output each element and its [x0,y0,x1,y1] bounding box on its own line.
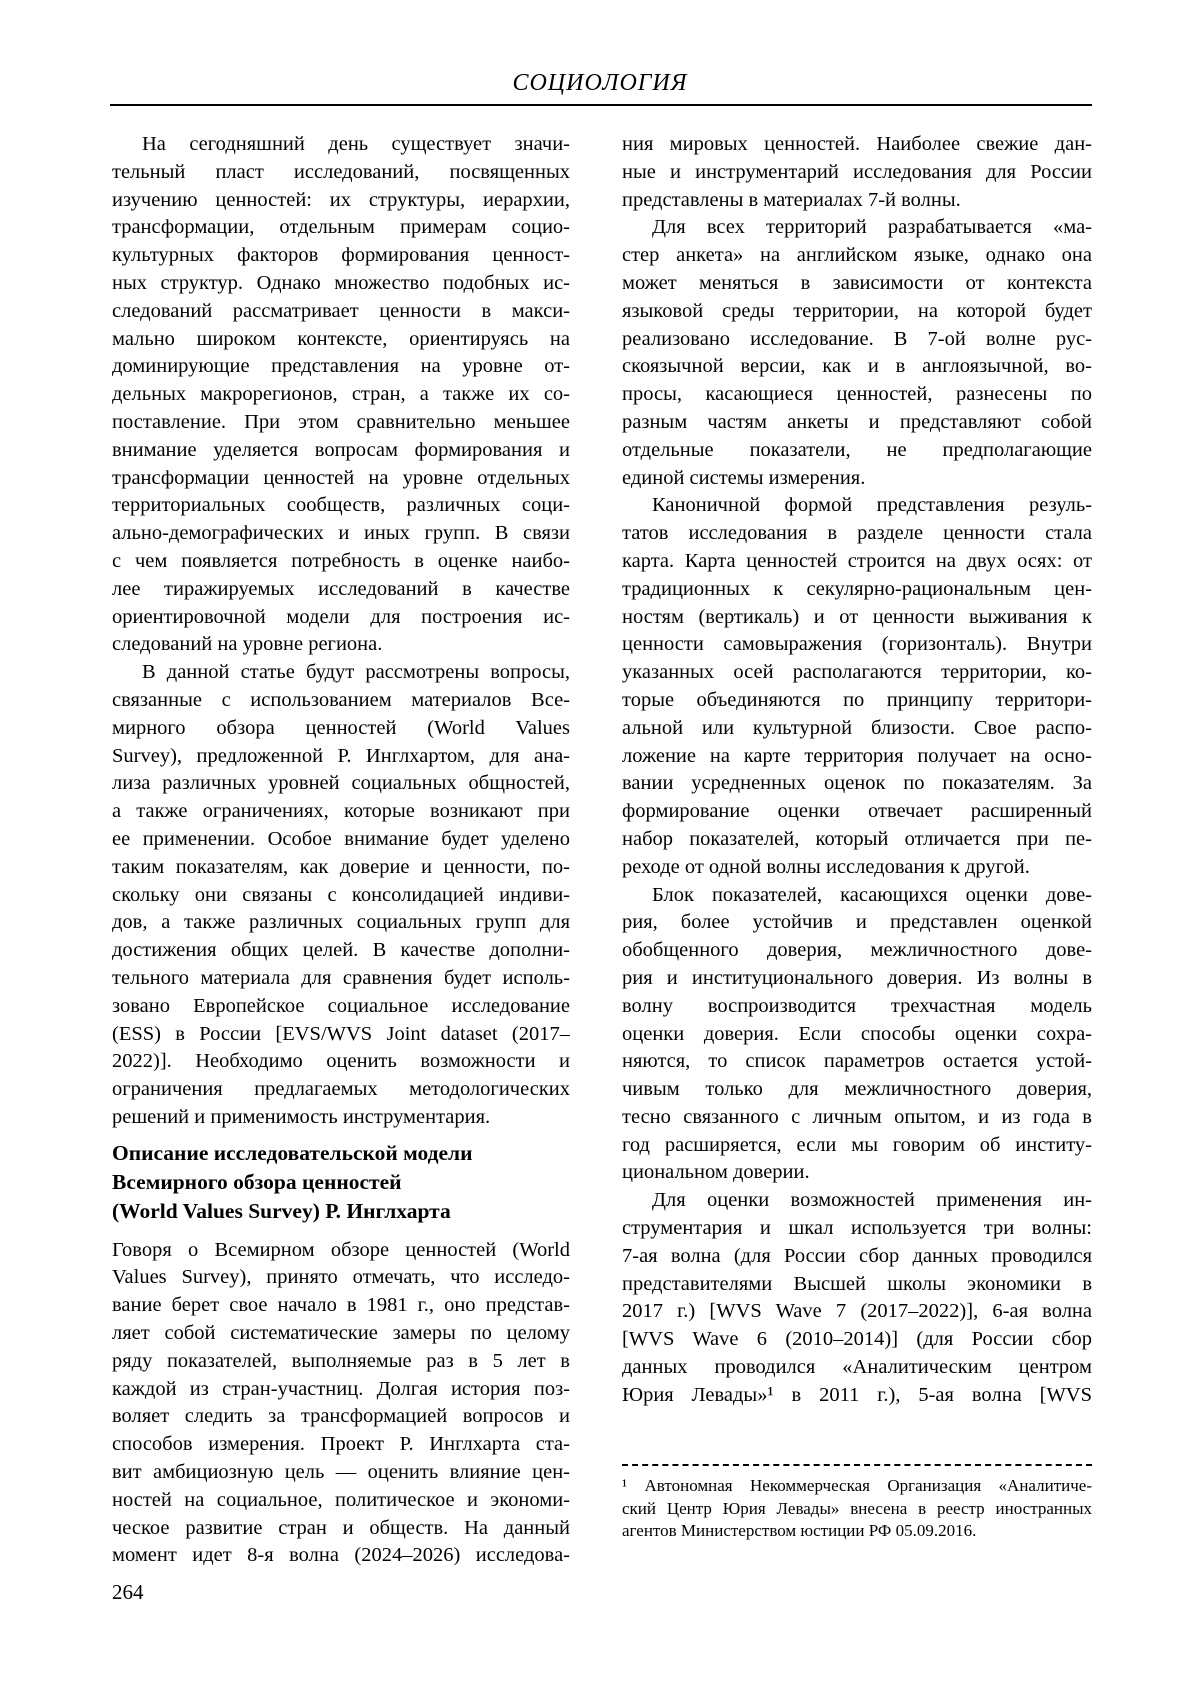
text-line: оценки доверия. Если способы оценки сохра- [622,1022,1092,1045]
text-line: агентов Министерством юстиции РФ 05.09.2016. [622,1521,977,1540]
text-line: набор показателей, который отличается при пе- [622,827,1092,850]
text-line: представителями Высшей школы экономики в [622,1272,1092,1295]
text-line: связанные с использованием материалов Все- [112,688,570,711]
text-line: ческое развитие стран и обществ. На данный [112,1516,570,1539]
paragraph [622,882,1092,1188]
text-line: торые объединяются по принципу территори- [622,688,1092,711]
footnote [622,1464,1092,1543]
text-line: Говоря о Всемирном обзоре ценностей (World [112,1238,570,1261]
paragraph [112,131,570,659]
text-line: с чем появляется потребность в оценке наибо- [112,549,570,572]
text-line: скольку они связаны с консолидацией индиви- [112,883,570,906]
text-line: доминирующие представления на уровне от- [112,355,570,378]
text-line: На сегодняшний день существует значи- [142,133,570,155]
text-line: ориентировочной модели для построения ис- [112,605,570,628]
text-line: трансформации, отдельным примерам социо- [112,216,570,239]
text-line: волну воспроизводится трехчастная модель [622,994,1092,1017]
footnote-rule [622,1464,1092,1466]
text-line: следований рассматривает ценности в макси- [112,299,570,322]
text-line: (ESS) в России [EVS/WVS Joint dataset (2017– [112,1022,570,1045]
text-line: татов исследования в разделе ценности стала [622,522,1092,545]
text-line: ский Центр Юрия Левады» внесена в реестр иностранных [622,1498,1092,1518]
text-line: вании усредненных оценок по показателям. За [622,772,1092,795]
text-line: момент идет 8-я волна (2024–2026) исследова- [112,1544,570,1567]
text-line: няются, то список параметров остается устой- [622,1050,1092,1073]
text-line: каждой из стран-участниц. Долгая история поз- [112,1377,570,1400]
text-line: Для оценки возможностей применения ин- [652,1189,1092,1212]
text-line: культурных факторов формирования ценност- [112,244,570,267]
text-line: тельный пласт исследований, посвященных [112,160,570,183]
text-line: рия и институционального доверия. Из волны в [622,966,1092,989]
text-line: струментария и шкал используется три волны: [622,1217,1092,1240]
text-line: чивым только для межличностного доверия, [622,1078,1092,1101]
text-line: тельного материала для сравнения будет исполь- [112,966,570,989]
text-line: языковой среды территории, на которой будет [622,299,1092,322]
header-rule [110,104,1092,106]
text-line: ные и инструментарий исследования для России [622,160,1092,183]
text-line: отдельные показатели, не предполагающие [622,438,1092,461]
text-line: карта. Карта ценностей строится на двух осях: от [622,549,1092,572]
text-line: воляет следить за трансформацией вопросов и [112,1405,570,1428]
text-line: может меняться в зависимости от контекста [622,271,1092,294]
text-line: просы, касающиеся ценностей, разнесены по [622,383,1092,406]
footnote-text [622,1475,1092,1543]
paragraph [622,1187,1092,1409]
text-line: поставление. При этом сравнительно меньшее [112,410,570,433]
text-line: мирного обзора ценностей (World Values [112,716,570,739]
text-line: изучению ценностей: их структуры, иерархии, [112,188,570,211]
text-line: [WVS Wave 6 (2010–2014)] (для России сбор [622,1328,1092,1351]
text-line: данных проводился «Аналитическим центром [622,1356,1092,1379]
paragraph [112,659,570,1132]
text-line: представлены в материалах 7-й волны. [622,188,961,211]
text-line: а также ограничениях, которые возникают при [112,800,570,823]
text-line: следований на уровне региона. [112,633,383,656]
text-line: лиза различных уровней социальных общностей, [112,772,570,795]
left-column [112,131,570,1570]
text-line: 2022)]. Необходимо оценить возможности и [112,1050,570,1073]
text-line: разным частям анкеты и представляют собой [622,410,1092,433]
text-line: Всемирного обзора ценностей [112,1169,402,1194]
right-column [622,131,1092,1410]
text-line: зовано Европейское социальное исследование [112,994,570,1017]
text-line: стер анкета» на английском языке, однако она [622,244,1092,267]
text-line: Survey), предложенной Р. Инглхартом, для ана- [112,744,570,767]
section-heading [112,1139,570,1226]
text-line: мально широком контексте, ориентируясь на [112,327,570,350]
text-line: Values Survey), принято отмечать, что исследо- [112,1266,570,1289]
text-line: ограничения предлагаемых методологических [112,1078,570,1101]
text-line: Для всех территорий разрабатывается «ма- [652,216,1092,239]
text-line: ¹ Автономная Некоммерческая Организация «Аналитиче- [622,1476,1092,1495]
text-line: ностей на социальное, политическое и экономи- [112,1488,570,1511]
paragraph [622,214,1092,492]
text-line: трансформации ценностей на уровне отдельных [112,466,570,489]
text-line: ния мировых ценностей. Наиболее свежие дан- [622,133,1092,155]
text-line: Блок показателей, касающихся оценки дове- [652,883,1092,906]
text-line: внимание уделяется вопросам формирования и [112,438,570,461]
text-line: достижения общих целей. В качестве дополни- [112,939,570,962]
text-line: указанных осей располагаются территории, ко- [622,661,1092,684]
text-line: год расширяется, если мы говорим об институ- [622,1133,1092,1156]
text-line: вит амбициозную цель — оценить влияние цен- [112,1461,570,1484]
text-line: вание берет свое начало в 1981 г., оно представ- [112,1294,570,1317]
text-line: лее тиражируемых исследований в качестве [112,577,570,600]
text-line: таким показателям, как доверие и ценности, по- [112,855,570,878]
text-line: рия, более устойчив и представлен оценкой [622,911,1092,934]
text-line: реходе от одной волны исследования к другой. [622,855,1030,878]
text-line: Юрия Левады»¹ в 2011 г.), 5-ая волна [WVS [622,1383,1092,1406]
text-line: ряду показателей, выполняемые раз в 5 лет в [112,1349,570,1372]
text-line: дов, а также различных социальных групп для [112,911,570,934]
text-line: традиционных к секулярно-рациональным цен- [622,577,1092,600]
text-line: циональном доверии. [622,1161,810,1184]
text-line: формирование оценки отвечает расширенный [622,800,1092,823]
text-line: способов измерения. Проект Р. Инглхарта ста- [112,1433,570,1456]
page-number: 264 [112,1580,144,1604]
text-line: обобщенного доверия, межличностного дове- [622,939,1092,962]
text-line: территориальных сообществ, различных соци- [112,494,570,517]
text-line: решений и применимость инструментария. [112,1105,491,1128]
paragraph [112,1237,570,1571]
text-line: ляет собой систематические замеры по целому [112,1322,570,1345]
section-header: СОЦИОЛОГИЯ [512,70,688,96]
text-line: ценности самовыражения (горизонталь). Внутри [622,633,1092,656]
text-line: 2017 г.) [WVS Wave 7 (2017–2022)], 6-ая волна [622,1300,1092,1323]
text-line: реализовано исследование. В 7-ой волне рус- [622,327,1092,350]
text-line: ностям (вертикаль) и от ценности выживания к [622,605,1092,628]
text-line: ее применении. Особое внимание будет уделено [112,827,570,850]
text-line: единой системы измерения. [622,466,866,489]
text-line: альной или культурной близости. Свое распо- [622,716,1092,739]
paragraph [622,492,1092,881]
text-line: ально-демографических и иных групп. В связи [112,522,570,545]
text-line: дельных макрорегионов, стран, а также их со- [112,383,570,406]
text-line: В данной статье будут рассмотрены вопросы, [142,661,570,684]
text-line: скоязычной версии, как и в англоязычной, во- [622,355,1092,378]
text-line: тесно связанного с личным опытом, и из года в [622,1105,1092,1128]
text-line: Каноничной формой представления резуль- [652,494,1092,517]
text-line: 7-ая волна (для России сбор данных проводился [622,1244,1092,1267]
paragraph-continuation [622,131,1092,214]
text-line: (World Values Survey) Р. Инглхарта [112,1198,451,1223]
text-line: ложение на карте территория получает на осно- [622,744,1092,767]
text-line: ных структур. Однако множество подобных ис- [112,271,570,294]
text-line: Описание исследовательской модели [112,1140,473,1165]
